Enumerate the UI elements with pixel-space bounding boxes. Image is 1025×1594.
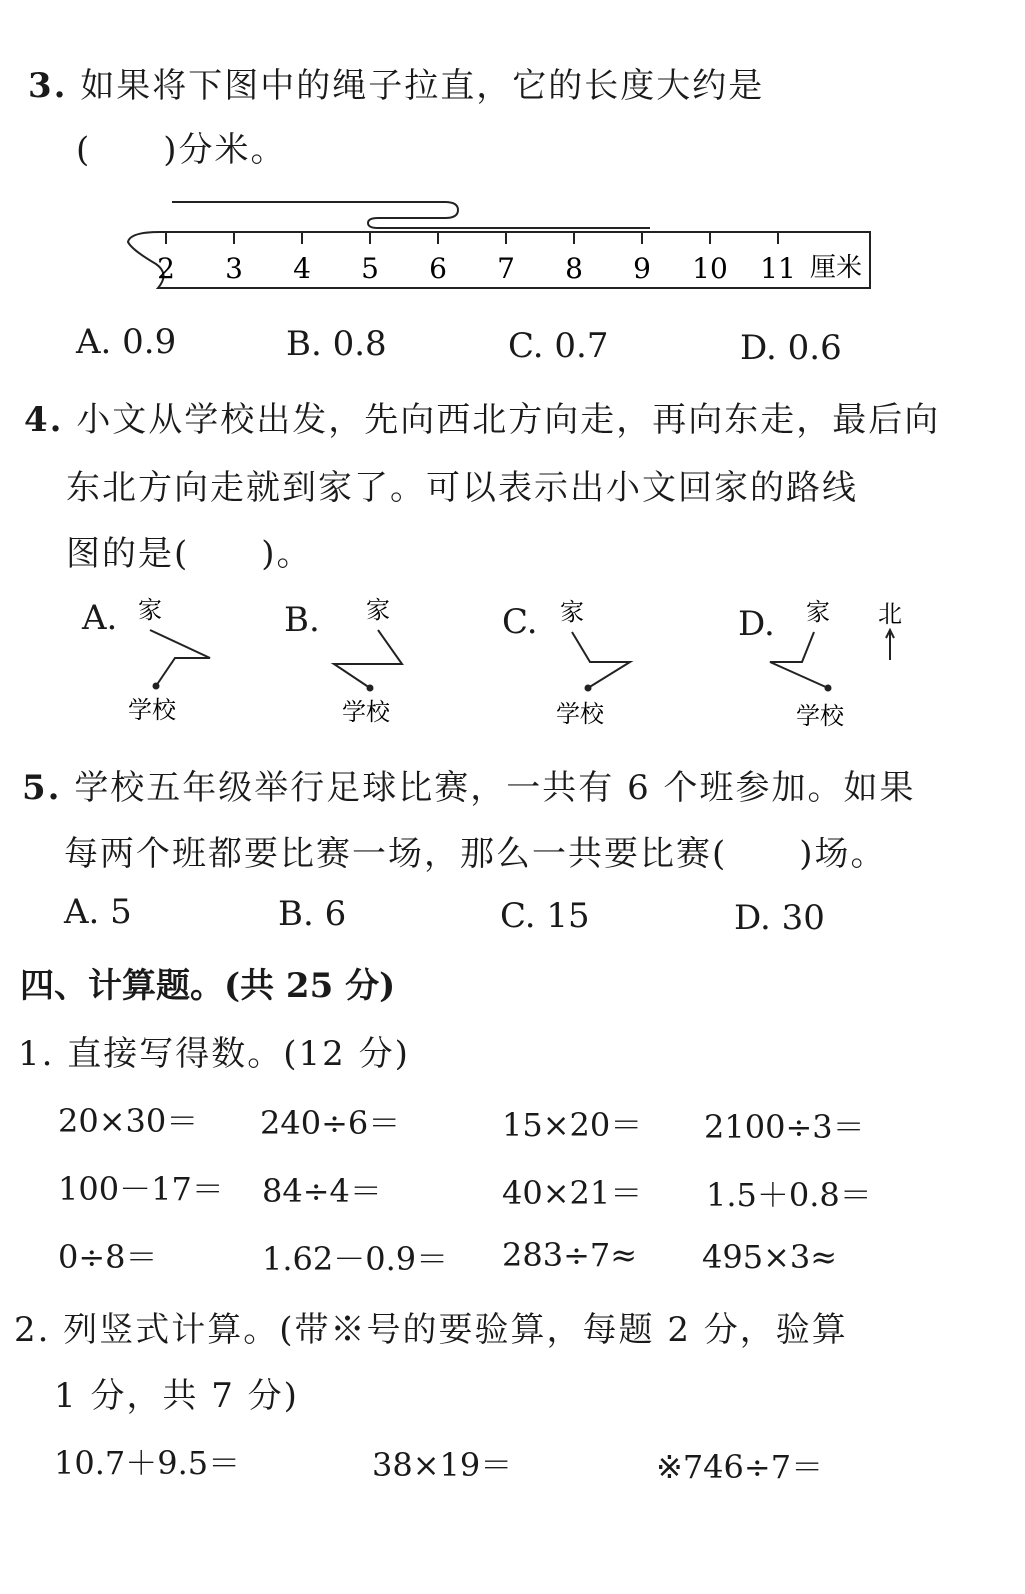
q3-number: 3. <box>28 66 68 106</box>
part2-title-line2: 1 分，共 7 分) <box>54 1376 299 1416</box>
ruler-unit-label: 厘米 <box>810 253 863 283</box>
q4-option-a-map <box>120 590 230 730</box>
school-dot <box>585 685 592 692</box>
route-line <box>334 630 402 688</box>
school-label: 学校 <box>796 702 844 730</box>
q4-number: 4. <box>24 400 64 440</box>
part2-title-line1: 2. 列竖式计算。(带※号的要验算，每题 2 分，验算 <box>14 1310 848 1350</box>
q3-option-d[interactable]: D. 0.6 <box>740 328 842 368</box>
q3-text-line1 <box>28 58 764 107</box>
q4-option-b-letter[interactable]: B. <box>284 600 320 640</box>
q5-option-b[interactable]: B. 6 <box>278 894 347 934</box>
q4-option-d-map <box>766 590 926 730</box>
q5-option-c[interactable]: C. 15 <box>500 896 590 936</box>
home-label: 家 <box>560 598 584 626</box>
school-dot <box>367 685 374 692</box>
q4-stem-1: 小文从学校出发，先向西北方向走，再向东走，最后向 <box>76 400 941 440</box>
ruler-tick-label: 3 <box>225 252 243 285</box>
rope-line <box>172 202 650 228</box>
vertical-calc-1: 10.7＋9.5＝ <box>54 1444 241 1482</box>
calc-r1-c3: 15×20＝ <box>502 1106 643 1144</box>
ruler-tick-label: 11 <box>760 252 796 285</box>
school-dot <box>153 683 160 690</box>
q3-option-a[interactable]: A. 0.9 <box>76 322 177 362</box>
vertical-calc-2: 38×19＝ <box>372 1446 513 1484</box>
ruler-tick-label: 10 <box>692 252 728 285</box>
calc-r2-c1: 100－17＝ <box>58 1170 224 1208</box>
vertical-calc-3: ※746÷7＝ <box>656 1448 824 1486</box>
route-line <box>572 632 630 688</box>
q3-option-b[interactable]: B. 0.8 <box>286 324 387 364</box>
q4-stem-3: 图的是( )。 <box>66 534 313 574</box>
route-line <box>150 630 210 686</box>
calc-r2-c2: 84÷4＝ <box>262 1172 382 1210</box>
school-label: 学校 <box>128 696 176 724</box>
calc-r2-c3: 40×21＝ <box>502 1174 643 1212</box>
school-dot <box>825 685 832 692</box>
q4-option-c-letter[interactable]: C. <box>502 602 538 642</box>
q5-option-a[interactable]: A. 5 <box>64 892 132 932</box>
ruler-tick-label: 5 <box>361 252 379 285</box>
q4-option-b-map <box>328 590 438 730</box>
q5-stem-1: 学校五年级举行足球比赛，一共有 6 个班参加。如果 <box>74 768 916 808</box>
home-label: 家 <box>138 596 162 624</box>
calc-r3-c4: 495×3≈ <box>702 1238 838 1276</box>
ruler-tick-label: 6 <box>429 252 447 285</box>
calc-r3-c2: 1.62－0.9＝ <box>262 1240 449 1278</box>
ruler-tick-label: 8 <box>565 252 583 285</box>
school-label: 学校 <box>556 700 604 728</box>
ruler-tick-label: 2 <box>157 252 175 285</box>
q3-option-c[interactable]: C. 0.7 <box>508 326 609 366</box>
ruler-tick-label: 9 <box>633 252 651 285</box>
q5-stem-2: 每两个班都要比赛一场，那么一共要比赛( )场。 <box>64 834 887 874</box>
q3-ruler-figure <box>110 190 890 300</box>
calc-r2-c4: 1.5＋0.8＝ <box>706 1176 872 1214</box>
q5-number: 5. <box>22 768 62 808</box>
ruler-tick-label: 7 <box>497 252 515 285</box>
north-label: 北 <box>878 600 902 628</box>
q5-option-d[interactable]: D. 30 <box>734 898 825 938</box>
home-label: 家 <box>366 596 390 624</box>
q5-text-line1 <box>22 760 916 809</box>
q4-text-line1 <box>24 392 940 441</box>
q4-option-c-map <box>548 590 658 730</box>
calc-r3-c3: 283÷7≈ <box>502 1236 638 1274</box>
home-label: 家 <box>806 598 830 626</box>
q4-option-d-letter[interactable]: D. <box>738 604 775 644</box>
ruler-ticks <box>157 232 796 285</box>
calc-r1-c4: 2100÷3＝ <box>704 1108 865 1146</box>
route-line <box>770 632 828 688</box>
calc-r3-c1: 0÷8＝ <box>58 1238 158 1276</box>
q4-option-a-letter[interactable]: A. <box>82 598 118 638</box>
q4-stem-2: 东北方向走就到家了。可以表示出小文回家的路线 <box>66 468 858 508</box>
ruler-tick-label: 4 <box>293 252 311 285</box>
q3-stem-2: ( )分米。 <box>76 130 287 170</box>
school-label: 学校 <box>342 698 390 726</box>
section-title: 四、计算题。(共 25 分) <box>20 966 396 1006</box>
calc-r1-c2: 240÷6＝ <box>260 1104 401 1142</box>
q3-stem-1: 如果将下图中的绳子拉直，它的长度大约是 <box>80 66 765 106</box>
part1-title: 1. 直接写得数。(12 分) <box>18 1034 410 1074</box>
calc-r1-c1: 20×30＝ <box>58 1102 199 1140</box>
